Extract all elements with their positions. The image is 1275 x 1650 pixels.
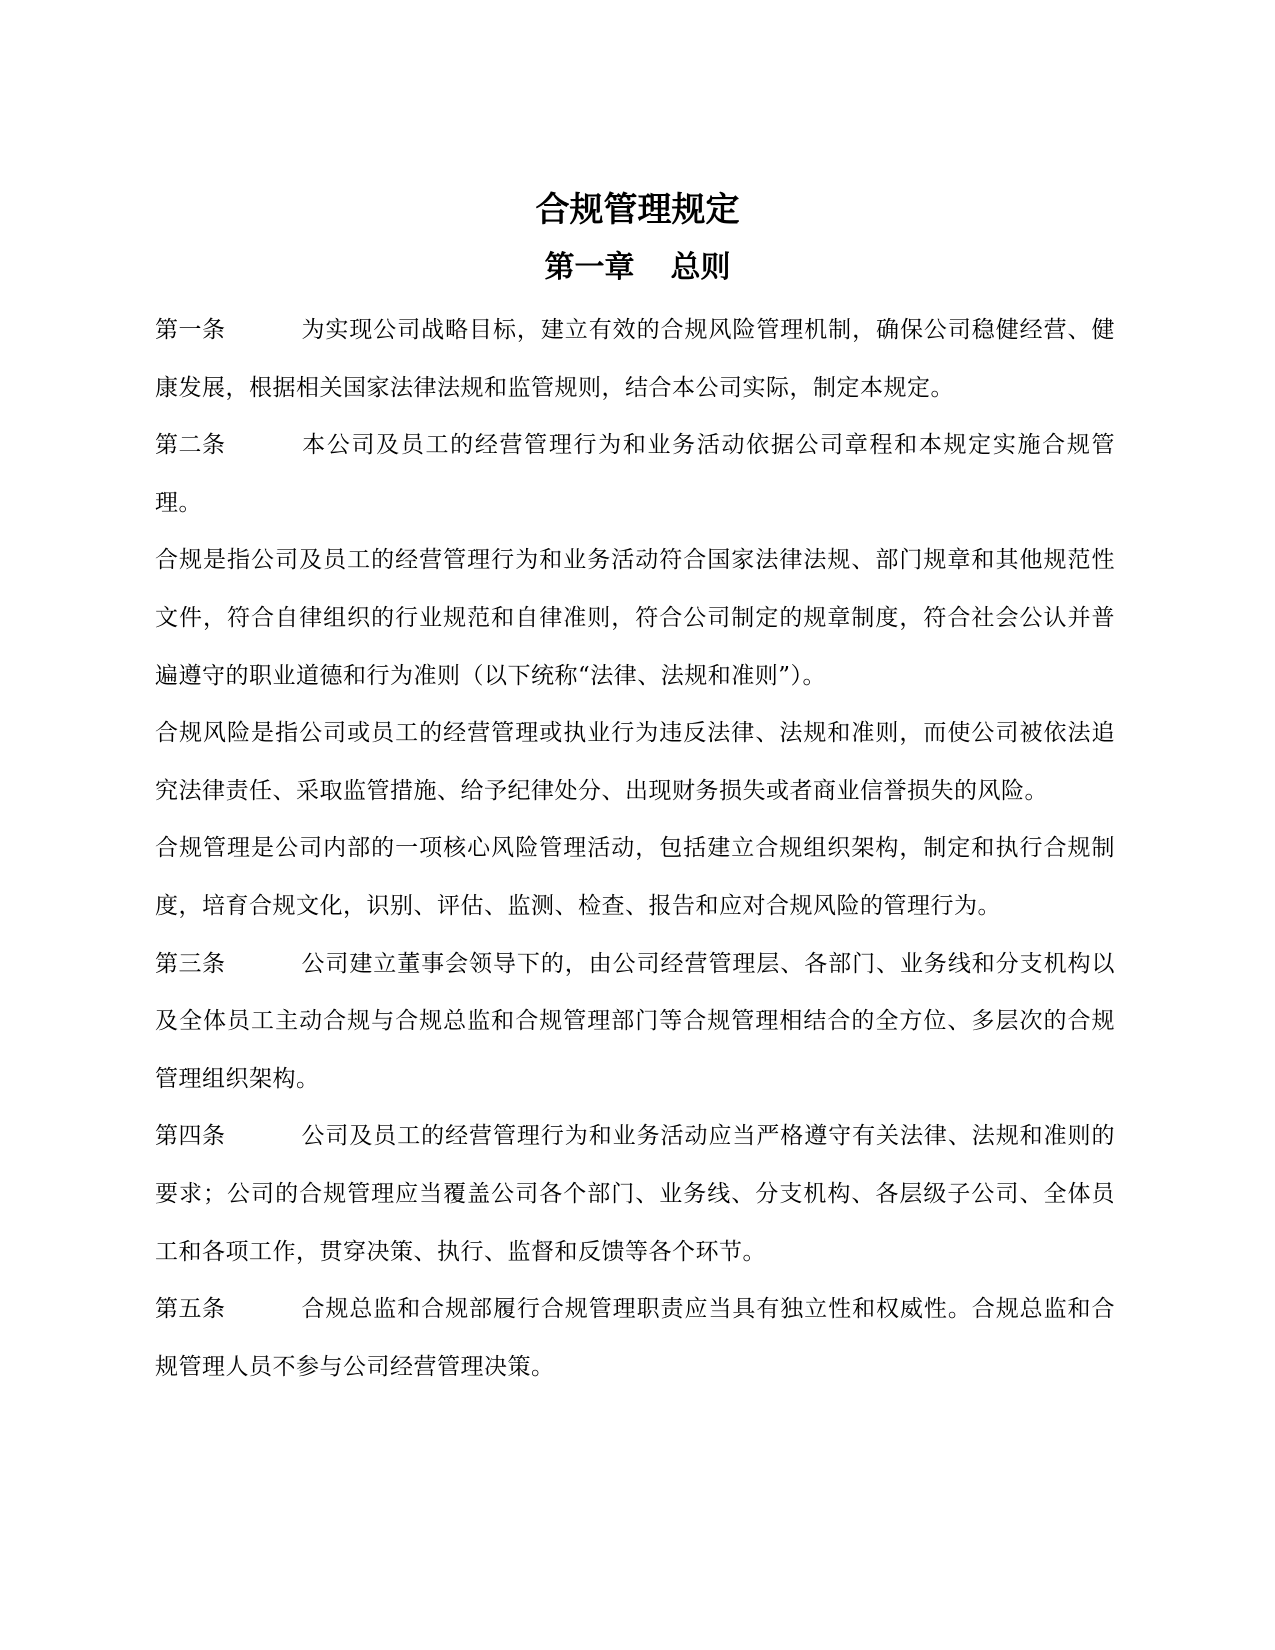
article-paragraph: [155, 936, 1115, 1109]
definition-paragraph: [155, 705, 1115, 820]
article-number: 第四条: [155, 1123, 226, 1150]
article-number: 第五条: [155, 1296, 226, 1323]
definition-paragraph: [155, 532, 1115, 705]
article-paragraph: [155, 302, 1115, 417]
paragraph-text: 合规总监和合规部履行合规管理职责应当具有独立性和权威性。合规总监和合规管理人员不参与公司经营管理决策。: [155, 1296, 1115, 1380]
article-paragraph: [155, 1281, 1115, 1396]
definition-paragraph: [155, 820, 1115, 935]
paragraph-text: 合规风险是指公司或员工的经营管理或执业行为违反法律、法规和准则，而使公司被依法追究法律责任、采取监管措施、给予纪律处分、出现财务损失或者商业信誉损失的风险。: [155, 720, 1115, 804]
paragraph-text: 公司建立董事会领导下的，由公司经营管理层、各部门、业务线和分支机构以及全体员工主动合规与合规总监和合规管理部门等合规管理相结合的全方位、多层次的合规管理组织架构。: [155, 950, 1115, 1092]
article-number: 第三条: [155, 950, 226, 977]
paragraph-text: 为实现公司战略目标，建立有效的合规风险管理机制，确保公司稳健经营、健康发展，根据相关国家法律法规和监管规则，结合本公司实际，制定本规定。: [155, 317, 1115, 401]
paragraph-text: 公司及员工的经营管理行为和业务活动应当严格遵守有关法律、法规和准则的要求；公司的合规管理应当覆盖公司各个部门、业务线、分支机构、各层级子公司、全体员工和各项工作，贯穿决策、执行、监督和反馈等各个环节。: [155, 1123, 1115, 1265]
document-title: 合规管理规定: [535, 190, 740, 230]
paragraph-text: 本公司及员工的经营管理行为和业务活动依据公司章程和本规定实施合规管理。: [155, 432, 1115, 516]
article-number: 第二条: [155, 432, 226, 459]
chapter-heading: [0, 246, 1275, 290]
chapter-name: 总则: [670, 250, 731, 285]
article-paragraph: [155, 417, 1115, 532]
chapter-number: 第一章: [544, 250, 635, 285]
document-body: [155, 302, 1115, 1396]
paragraph-text: 合规管理是公司内部的一项核心风险管理活动，包括建立合规组织架构，制定和执行合规制度，培育合规文化，识别、评估、监测、检查、报告和应对合规风险的管理行为。: [155, 835, 1115, 919]
paragraph-text: 合规是指公司及员工的经营管理行为和业务活动符合国家法律法规、部门规章和其他规范性文件，符合自律组织的行业规范和自律准则，符合公司制定的规章制度，符合社会公认并普遍遵守的职业道德和行为准则（以下统称“法律、法规和准则”）。: [155, 547, 1115, 689]
article-paragraph: [155, 1108, 1115, 1281]
article-number: 第一条: [155, 317, 226, 343]
